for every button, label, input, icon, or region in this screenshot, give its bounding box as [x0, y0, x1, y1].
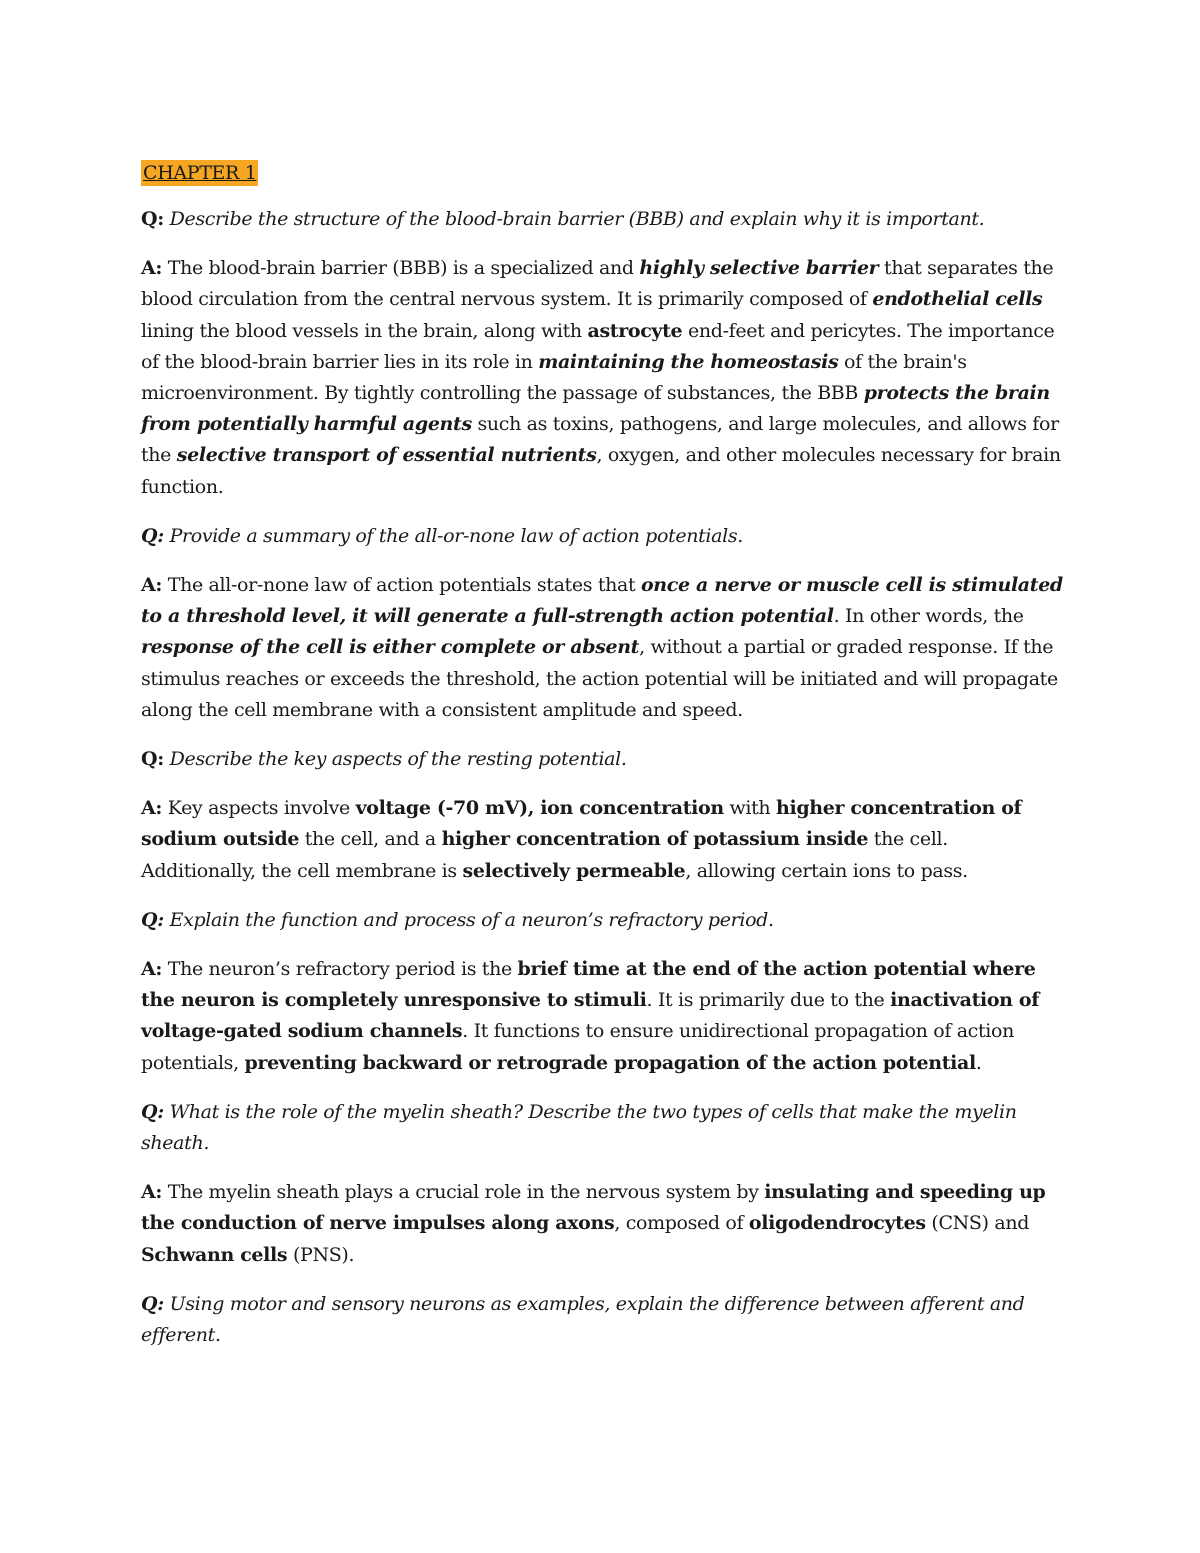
question-paragraph	[141, 744, 1066, 775]
answer-text: The neuron’s refractory period is the	[167, 958, 518, 981]
answer-text: , composed of	[614, 1212, 749, 1235]
answer-emphasis: higher concentration of sodium outside	[141, 797, 1022, 851]
answer-text: , allowing certain ions to pass.	[685, 859, 968, 882]
answer-text: The all-or-none law of action potentials states that	[167, 574, 641, 597]
question-label: Q:	[141, 1292, 164, 1315]
answer-text: that separates the blood circulation from the central nervous system. It is primarily composed of	[141, 257, 1054, 311]
question-text: Using motor and sensory neurons as examples, explain the difference between afferent and efferent.	[141, 1292, 1025, 1347]
answer-text: , without a partial or graded response. If the stimulus reaches or exceeds the threshold, the action potential will be initiated and will propagate along the cell membrane with a consistent amplitude and speed.	[141, 636, 1058, 721]
answer-text: the cell. Additionally, the cell membrane is	[141, 828, 948, 882]
answer-emphasis: preventing backward or retrograde propagation of the action potential	[244, 1051, 976, 1074]
answer-label: A:	[141, 958, 163, 981]
question-label: Q:	[141, 1100, 164, 1123]
question-label: Q:	[141, 524, 164, 547]
answer-emphasis: Schwann cells	[141, 1243, 288, 1266]
answer-emphasis: selective transport of essential nutrients	[176, 444, 597, 467]
answer-emphasis: brief time at the end of the action potential where the neuron is completely unresponsive to stimuli	[141, 958, 1036, 1012]
answer-paragraph	[141, 253, 1066, 503]
document-page	[141, 158, 1066, 1369]
answer-paragraph	[141, 1177, 1066, 1271]
answer-text: , oxygen, and other molecules necessary for brain function.	[141, 444, 1061, 498]
answer-text: (CNS) and	[925, 1212, 1030, 1235]
answer-emphasis: voltage (-70 mV), ion concentration	[355, 797, 724, 820]
answer-emphasis: endothelial cells	[872, 288, 1043, 311]
answer-text: of the brain's microenvironment. By tightly controlling the passage of substances, the BBB	[141, 350, 967, 405]
answer-text: end-feet and pericytes. The importance of the blood-brain barrier lies in its role in	[141, 319, 1055, 373]
answer-paragraph	[141, 793, 1066, 887]
answer-emphasis: inactivation of voltage-gated sodium channels	[141, 989, 1040, 1043]
question-paragraph	[141, 1097, 1066, 1159]
question-text: Provide a summary of the all-or-none law of action potentials.	[169, 524, 743, 547]
question-text: Explain the function and process of a neuron’s refractory period.	[169, 908, 774, 931]
answer-emphasis: protects the brain from potentially harmful agents	[141, 382, 1050, 436]
answer-text: such as toxins, pathogens, and large molecules, and allows for the	[141, 413, 1059, 467]
answer-text: . In other words, the	[833, 605, 1024, 628]
answer-emphasis: highly selective barrier	[639, 257, 879, 280]
answer-text: . It is primarily due to the	[646, 989, 891, 1012]
answer-emphasis: maintaining the homeostasis	[538, 350, 839, 373]
answer-paragraph	[141, 954, 1066, 1079]
answer-label: A:	[141, 1181, 163, 1204]
answer-text: Key aspects involve	[167, 797, 356, 820]
answer-text: the cell, and a	[299, 828, 442, 851]
chapter-heading: CHAPTER 1	[143, 162, 257, 184]
answer-text: . It functions to ensure unidirectional propagation of action potentials,	[141, 1020, 1014, 1074]
question-paragraph	[141, 1289, 1066, 1351]
answer-label: A:	[141, 257, 163, 280]
question-label: Q:	[141, 208, 164, 230]
question-paragraph	[141, 204, 1066, 235]
answer-emphasis: selectively permeable	[462, 859, 686, 882]
answer-label: A:	[141, 797, 163, 820]
answer-emphasis: oligodendrocytes	[748, 1212, 926, 1235]
qa-list	[141, 204, 1066, 1351]
answer-emphasis: insulating and speeding up the conduction of nerve impulses along axons	[141, 1181, 1046, 1235]
answer-text: .	[975, 1051, 982, 1074]
question-text: What is the role of the myelin sheath? Describe the two types of cells that make the myelin sheath.	[141, 1100, 1017, 1155]
answer-label: A:	[141, 574, 163, 597]
question-text: Describe the structure of the blood-brain barrier (BBB) and explain why it is important.	[169, 208, 985, 230]
answer-emphasis: higher concentration of potassium inside	[441, 828, 869, 851]
question-paragraph	[141, 905, 1066, 936]
answer-text: The myelin sheath plays a crucial role in the nervous system by	[167, 1181, 765, 1204]
answer-text: with	[723, 797, 776, 820]
answer-text: (PNS).	[287, 1243, 355, 1266]
answer-emphasis: once a nerve or muscle cell is stimulated to a threshold level, it will generate a full-strength action potential	[141, 574, 1063, 628]
question-paragraph	[141, 521, 1066, 552]
answer-text: lining the blood vessels in the brain, along with	[141, 319, 588, 342]
answer-emphasis: astrocyte	[587, 319, 683, 342]
answer-emphasis: response of the cell is either complete or absent	[141, 636, 640, 659]
question-text: Describe the key aspects of the resting potential.	[169, 748, 627, 771]
answer-text: The blood-brain barrier (BBB) is a specialized and	[167, 257, 640, 280]
question-label: Q:	[141, 748, 164, 771]
question-label: Q:	[141, 908, 164, 931]
answer-paragraph	[141, 570, 1066, 726]
